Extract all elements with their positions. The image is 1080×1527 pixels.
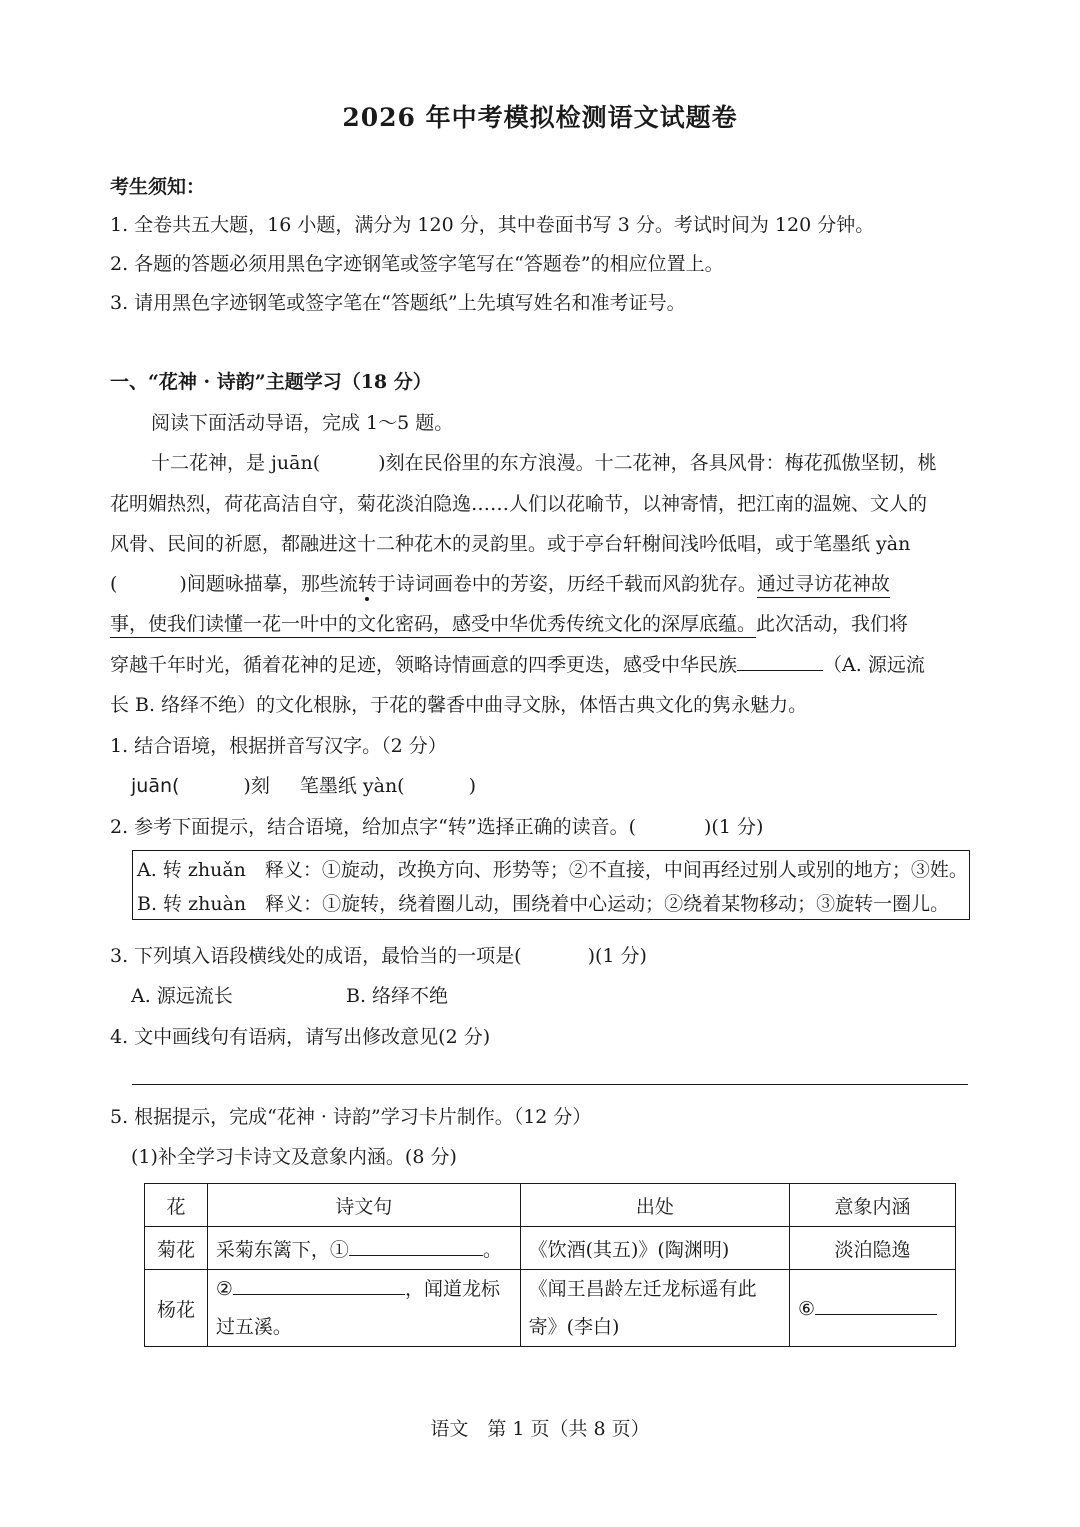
passage-line-3: 风骨、民间的祈愿，都融进这十二种花木的灵韵里。或于亭台轩榭间浅吟低唱，或于笔墨纸 yàn bbox=[110, 533, 911, 555]
cell-flower-yanghua: 杨花 bbox=[145, 1270, 208, 1347]
q1-stem: 1. 结合语境，根据拼音写汉字。（2 分） bbox=[110, 735, 447, 757]
header-poem-line: 诗文句 bbox=[207, 1184, 520, 1227]
page-footer: 语文 第 1 页（共 8 页） bbox=[430, 1418, 650, 1440]
section1-intro: 阅读下面活动导语，完成 1～5 题。 bbox=[151, 412, 454, 434]
passage-line-4: ( )间题咏描摹，那些流转于诗词画卷中的芳姿，历经千载而风韵犹存。通过寻访花神故 bbox=[110, 569, 890, 596]
passage-line-6: 穿越千年时光，循着花神的足迹，领略诗情画意的四季更迭，感受中华民族 （A. 源远流 bbox=[110, 654, 925, 676]
blank-2[interactable] bbox=[233, 1276, 405, 1295]
q3-stem: 3. 下列填入语段横线处的成语，最恰当的一项是( )(1 分) bbox=[110, 945, 647, 967]
notice-item-2: 2. 各题的答题必须用黑色字迹钢笔或签字笔写在“答题卷”的相应位置上。 bbox=[110, 253, 724, 275]
cell-meaning-1: 淡泊隐逸 bbox=[790, 1227, 956, 1270]
cell-flower-juhua: 菊花 bbox=[145, 1227, 208, 1270]
q2-stem: 2. 参考下面提示，结合语境，给加点字“转”选择正确的读音。( )(1 分) bbox=[110, 816, 764, 838]
q1-answer-row: juān( )刻 笔墨纸 yàn( ) bbox=[131, 775, 477, 797]
idiom-blank[interactable] bbox=[737, 652, 823, 671]
blank-6[interactable] bbox=[815, 1296, 937, 1315]
option-b-zhuan4: B. 转 zhuàn 释义：①旋转，绕着圈儿动，围绕着中心运动；②绕着某物移动；③旋转一圈儿。 bbox=[137, 893, 950, 915]
option-a-zhuan3: A. 转 zhuǎn 释义：①旋动，改换方向、形势等；②不直接，中间再经过别人或别的地方；③姓。 bbox=[137, 859, 968, 881]
q4-answer-line[interactable] bbox=[132, 1084, 968, 1085]
header-meaning: 意象内涵 bbox=[790, 1184, 956, 1227]
pronunciation-box bbox=[132, 850, 970, 920]
table-row bbox=[145, 1270, 956, 1347]
passage-line-5: 事，使我们读懂一花一叶中的文化密码，感受中华优秀传统文化的深厚底蕴。此次活动，我们将 bbox=[110, 609, 908, 636]
cell-meaning-2: ⑥ bbox=[790, 1270, 956, 1347]
passage-line-1: 十二花神，是 juān( )刻在民俗里的东方浪漫。十二花神，各具风骨：梅花孤傲坚韧，桃 bbox=[151, 452, 937, 474]
q5-stem: 5. 根据提示，完成“花神 · 诗韵”学习卡片制作。（12 分） bbox=[110, 1106, 592, 1128]
cell-poem-line-2: ② ，闻道龙标 过五溪。 bbox=[207, 1270, 520, 1347]
cell-source-2: 《闻王昌龄左迁龙标遥有此 寄》(李白) bbox=[520, 1270, 789, 1347]
header-source: 出处 bbox=[520, 1184, 789, 1227]
notice-heading: 考生须知： bbox=[110, 176, 206, 198]
dotted-char-zhuan: 转 bbox=[357, 573, 377, 595]
underlined-sentence-part-2: 事，使我们读懂一花一叶中的文化密码，感受中华优秀传统文化的深厚底蕴。 bbox=[110, 613, 756, 638]
q3-option-b: B. 络绎不绝 bbox=[346, 985, 449, 1007]
cell-source-1: 《饮酒(其五)》(陶渊明) bbox=[520, 1227, 789, 1270]
q4-stem: 4. 文中画线句有语病，请写出修改意见(2 分) bbox=[110, 1026, 491, 1048]
q3-option-a: A. 源远流长 bbox=[131, 985, 233, 1007]
passage-line-2: 花明媚热烈，荷花高洁自守，菊花淡泊隐逸……人们以花喻节，以神寄情，把江南的温婉、文人的 bbox=[110, 493, 928, 515]
passage-line-7: 长 B. 络绎不绝）的文化根脉，于花的馨香中曲寻文脉，体悟古典文化的隽永魅力。 bbox=[110, 694, 808, 716]
blank-1[interactable] bbox=[349, 1237, 483, 1256]
notice-item-3: 3. 请用黑色字迹钢笔或签字笔在“答题纸”上先填写姓名和准考证号。 bbox=[110, 292, 686, 314]
header-flower: 花 bbox=[145, 1184, 208, 1227]
table-row bbox=[145, 1227, 956, 1270]
underlined-sentence-part-1: 通过寻访花神故 bbox=[757, 573, 890, 598]
study-card-table bbox=[144, 1183, 956, 1347]
section1-heading: 一、“花神 · 诗韵”主题学习（18 分） bbox=[110, 371, 432, 393]
q5-sub1: (1)补全学习卡诗文及意象内涵。(8 分) bbox=[131, 1146, 457, 1168]
exam-title: 2026 年中考模拟检测语文试题卷 bbox=[342, 103, 738, 132]
notice-item-1: 1. 全卷共五大题，16 小题，满分为 120 分，其中卷面书写 3 分。考试时间为 120 分钟。 bbox=[110, 214, 875, 236]
cell-poem-line-1: 采菊东篱下，① 。 bbox=[207, 1227, 520, 1270]
